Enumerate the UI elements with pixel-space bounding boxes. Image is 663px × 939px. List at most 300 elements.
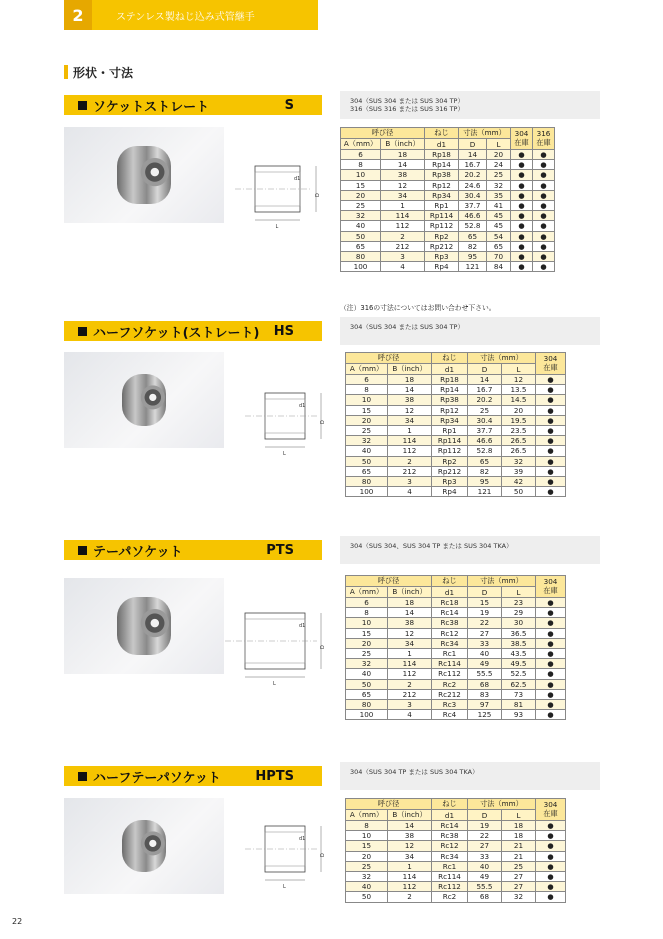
table-cell: Rc1 bbox=[432, 648, 468, 658]
table-cell: Rc3 bbox=[432, 699, 468, 709]
table-cell: Rc38 bbox=[432, 618, 468, 628]
table-row bbox=[346, 659, 566, 669]
dimension-drawing bbox=[195, 818, 325, 888]
header-nominal: 呼び径 bbox=[346, 799, 432, 810]
table-cell: 34 bbox=[388, 638, 432, 648]
table-cell: 212 bbox=[388, 466, 432, 476]
table-row bbox=[341, 251, 555, 261]
table-cell: ● bbox=[511, 231, 533, 241]
table-cell: 46.6 bbox=[468, 436, 502, 446]
header-d: D bbox=[459, 139, 487, 150]
table-cell: 1 bbox=[388, 425, 432, 435]
table-cell: ● bbox=[536, 871, 566, 881]
table-row bbox=[341, 190, 555, 200]
table-cell: 8 bbox=[346, 608, 388, 618]
table-cell: 25 bbox=[346, 648, 388, 658]
table-cell: 32 bbox=[502, 892, 536, 902]
table-cell: 6 bbox=[341, 150, 381, 160]
thread-label: d1 bbox=[299, 403, 306, 409]
square-bullet-icon bbox=[78, 772, 87, 781]
material-line: 316（SUS 316 または SUS 316 TP） bbox=[350, 105, 464, 113]
table-cell: Rc114 bbox=[432, 659, 468, 669]
table-cell: 16.7 bbox=[468, 385, 502, 395]
table-cell: 13.5 bbox=[502, 385, 536, 395]
table-cell: 68 bbox=[468, 892, 502, 902]
dimension-table bbox=[345, 798, 566, 903]
table-cell: 49 bbox=[468, 659, 502, 669]
table-cell: 10 bbox=[346, 395, 388, 405]
table-cell: Rc212 bbox=[432, 689, 468, 699]
chapter-number: 2 bbox=[64, 0, 92, 30]
table-row bbox=[346, 628, 566, 638]
table-cell: 32 bbox=[346, 871, 388, 881]
table-cell: ● bbox=[536, 679, 566, 689]
table-cell: 25 bbox=[346, 861, 388, 871]
table-cell: Rp18 bbox=[432, 375, 468, 385]
product-header bbox=[64, 321, 600, 341]
table-row bbox=[346, 841, 566, 851]
material-line: 304（SUS 304 または SUS 304 TP） bbox=[350, 97, 464, 105]
table-row bbox=[346, 395, 566, 405]
table-cell: 82 bbox=[468, 466, 502, 476]
length-label: L bbox=[275, 224, 279, 230]
table-cell: 45 bbox=[487, 221, 511, 231]
table-cell: 18 bbox=[502, 821, 536, 831]
chapter-title: ステンレス製ねじ込み式管継手 bbox=[116, 11, 255, 23]
table-cell: 62.5 bbox=[502, 679, 536, 689]
header-d: D bbox=[468, 587, 502, 598]
table-row bbox=[341, 180, 555, 190]
table-cell: ● bbox=[536, 598, 566, 608]
table-row bbox=[346, 638, 566, 648]
table-cell: 15 bbox=[341, 180, 381, 190]
table-row bbox=[341, 221, 555, 231]
table-cell: 114 bbox=[381, 211, 425, 221]
stock-material: 304 bbox=[543, 800, 558, 809]
header-stock bbox=[536, 353, 566, 375]
table-cell: Rc34 bbox=[432, 851, 468, 861]
table-cell: Rp3 bbox=[425, 251, 459, 261]
table-cell: ● bbox=[536, 618, 566, 628]
length-label: L bbox=[283, 451, 286, 457]
dimension-drawing bbox=[175, 158, 330, 228]
dimension-table bbox=[345, 352, 566, 497]
table-cell: 19.5 bbox=[502, 415, 536, 425]
product-s bbox=[64, 95, 600, 115]
thread-label: d1 bbox=[299, 836, 306, 842]
table-cell: 50 bbox=[346, 679, 388, 689]
table-cell: 2 bbox=[388, 892, 432, 902]
diameter-label: D bbox=[320, 645, 326, 649]
square-bullet-icon bbox=[78, 546, 87, 555]
table-cell: 38.5 bbox=[502, 638, 536, 648]
table-cell: 23 bbox=[502, 598, 536, 608]
product-name: ハーフテーパソケット bbox=[93, 770, 221, 786]
header-thread: ねじ bbox=[432, 353, 468, 364]
table-row bbox=[346, 871, 566, 881]
table-row bbox=[346, 385, 566, 395]
product-name: ソケットストレート bbox=[93, 99, 210, 115]
table-cell: ● bbox=[533, 231, 555, 241]
fitting-image bbox=[117, 597, 171, 655]
header-dims: 寸法（mm） bbox=[468, 799, 536, 810]
table-cell: 46.6 bbox=[459, 211, 487, 221]
table-cell: Rc4 bbox=[432, 710, 468, 720]
table-cell: 27 bbox=[502, 882, 536, 892]
table-cell: Rc114 bbox=[432, 871, 468, 881]
table-cell: 6 bbox=[346, 598, 388, 608]
table-cell: 21 bbox=[502, 841, 536, 851]
table-cell: 95 bbox=[459, 251, 487, 261]
table-cell: 32 bbox=[502, 456, 536, 466]
table-cell: Rc2 bbox=[432, 892, 468, 902]
material-line: 304（SUS 304 または SUS 304 TP） bbox=[350, 323, 464, 331]
table-cell: 73 bbox=[502, 689, 536, 699]
thread-label: d1 bbox=[294, 176, 301, 182]
table-row bbox=[346, 689, 566, 699]
table-cell: ● bbox=[536, 821, 566, 831]
table-cell: 32 bbox=[487, 180, 511, 190]
table-cell: Rp4 bbox=[432, 487, 468, 497]
table-cell: Rp34 bbox=[432, 415, 468, 425]
table-cell: ● bbox=[536, 699, 566, 709]
table-cell: 14 bbox=[388, 608, 432, 618]
table-cell: Rp12 bbox=[432, 405, 468, 415]
table-cell: 14 bbox=[388, 385, 432, 395]
table-cell: 21 bbox=[502, 851, 536, 861]
header-b-inch: B（inch） bbox=[388, 587, 432, 598]
stock-label: 在庫 bbox=[543, 586, 558, 595]
table-cell: 49.5 bbox=[502, 659, 536, 669]
table-row bbox=[346, 679, 566, 689]
table-cell: 52.8 bbox=[459, 221, 487, 231]
table-row bbox=[346, 710, 566, 720]
header-stock bbox=[536, 576, 566, 598]
table-cell: 114 bbox=[388, 436, 432, 446]
header-d: D bbox=[468, 810, 502, 821]
table-cell: 1 bbox=[381, 200, 425, 210]
table-row bbox=[346, 882, 566, 892]
table-cell: Rp114 bbox=[425, 211, 459, 221]
table-cell: 15 bbox=[346, 405, 388, 415]
table-cell: 4 bbox=[381, 262, 425, 272]
table-cell: 32 bbox=[341, 211, 381, 221]
length-label: L bbox=[273, 681, 276, 687]
table-cell: 41 bbox=[487, 200, 511, 210]
table-cell: Rc18 bbox=[432, 598, 468, 608]
table-cell: 65 bbox=[346, 689, 388, 699]
table-cell: ● bbox=[536, 861, 566, 871]
table-cell: ● bbox=[536, 375, 566, 385]
material-spec bbox=[340, 317, 600, 345]
table-cell: Rp38 bbox=[425, 170, 459, 180]
header-thread: ねじ bbox=[432, 799, 468, 810]
table-cell: 12 bbox=[388, 405, 432, 415]
table-cell: 100 bbox=[346, 710, 388, 720]
table-cell: Rp34 bbox=[425, 190, 459, 200]
table-cell: 65 bbox=[341, 241, 381, 251]
table-cell: 100 bbox=[341, 262, 381, 272]
table-cell: 82 bbox=[459, 241, 487, 251]
table-cell: 43.5 bbox=[502, 648, 536, 658]
table-cell: 112 bbox=[381, 221, 425, 231]
table-cell: ● bbox=[511, 241, 533, 251]
table-row bbox=[346, 405, 566, 415]
table-cell: Rc112 bbox=[432, 669, 468, 679]
table-cell: 37.7 bbox=[459, 200, 487, 210]
table-cell: 54 bbox=[487, 231, 511, 241]
header-b-inch: B（inch） bbox=[388, 810, 432, 821]
table-cell: 14 bbox=[388, 821, 432, 831]
table-cell: ● bbox=[536, 892, 566, 902]
stock-material: 304 bbox=[514, 129, 529, 138]
table-cell: 10 bbox=[346, 831, 388, 841]
material-spec bbox=[340, 91, 600, 119]
header-d1: d1 bbox=[432, 587, 468, 598]
table-cell: ● bbox=[536, 456, 566, 466]
header-l: L bbox=[487, 139, 511, 150]
header-thread: ねじ bbox=[432, 576, 468, 587]
table-cell: ● bbox=[511, 221, 533, 231]
table-cell: 42 bbox=[502, 476, 536, 486]
table-cell: 49 bbox=[468, 871, 502, 881]
table-cell: 52.5 bbox=[502, 669, 536, 679]
table-note: （注）316の寸法についてはお問い合わせ下さい。 bbox=[340, 304, 496, 312]
table-cell: 212 bbox=[388, 689, 432, 699]
stock-material: 304 bbox=[543, 354, 558, 363]
header-b-inch: B（inch） bbox=[381, 139, 425, 150]
table-cell: 3 bbox=[388, 476, 432, 486]
table-cell: 125 bbox=[468, 710, 502, 720]
table-cell: 40 bbox=[346, 446, 388, 456]
length-label: L bbox=[283, 884, 286, 890]
section-title-text: 形状・寸法 bbox=[73, 65, 134, 80]
table-row bbox=[341, 150, 555, 160]
table-row bbox=[346, 861, 566, 871]
table-cell: Rp112 bbox=[425, 221, 459, 231]
table-cell: ● bbox=[536, 659, 566, 669]
table-cell: 20.2 bbox=[459, 170, 487, 180]
table-cell: 34 bbox=[388, 415, 432, 425]
table-cell: 27 bbox=[502, 871, 536, 881]
table-cell: ● bbox=[533, 241, 555, 251]
thread-label: d1 bbox=[299, 623, 306, 629]
table-row bbox=[346, 618, 566, 628]
table-cell: 15 bbox=[346, 841, 388, 851]
table-cell: 10 bbox=[341, 170, 381, 180]
diameter-label: D bbox=[315, 193, 321, 197]
product-header bbox=[64, 766, 600, 786]
table-cell: ● bbox=[536, 710, 566, 720]
table-cell: ● bbox=[511, 160, 533, 170]
table-cell: 20 bbox=[502, 405, 536, 415]
table-cell: ● bbox=[511, 170, 533, 180]
table-row bbox=[341, 241, 555, 251]
square-bullet-icon bbox=[78, 327, 87, 336]
table-cell: 20 bbox=[487, 150, 511, 160]
table-cell: 20 bbox=[346, 851, 388, 861]
table-cell: 38 bbox=[388, 395, 432, 405]
table-cell: 32 bbox=[346, 436, 388, 446]
table-cell: 100 bbox=[346, 487, 388, 497]
table-cell: 81 bbox=[502, 699, 536, 709]
table-cell: 22 bbox=[468, 618, 502, 628]
table-cell: ● bbox=[536, 689, 566, 699]
table-cell: Rp38 bbox=[432, 395, 468, 405]
table-cell: ● bbox=[536, 415, 566, 425]
table-cell: ● bbox=[533, 200, 555, 210]
table-cell: 33 bbox=[468, 638, 502, 648]
header-l: L bbox=[502, 364, 536, 375]
table-cell: 18 bbox=[388, 375, 432, 385]
table-cell: 12 bbox=[388, 628, 432, 638]
table-cell: Rp2 bbox=[425, 231, 459, 241]
table-row bbox=[341, 262, 555, 272]
table-cell: 36.5 bbox=[502, 628, 536, 638]
table-cell: 30 bbox=[502, 618, 536, 628]
table-cell: 38 bbox=[388, 831, 432, 841]
table-cell: 12 bbox=[388, 841, 432, 851]
stock-material: 304 bbox=[543, 577, 558, 586]
material-line: 304（SUS 304 TP または SUS 304 TKA） bbox=[350, 768, 479, 776]
table-row bbox=[346, 487, 566, 497]
stock-label: 在庫 bbox=[536, 138, 551, 147]
table-row bbox=[346, 648, 566, 658]
table-cell: 15 bbox=[346, 628, 388, 638]
table-cell: 95 bbox=[468, 476, 502, 486]
table-cell: ● bbox=[511, 200, 533, 210]
table-cell: 4 bbox=[388, 487, 432, 497]
table-cell: Rc14 bbox=[432, 821, 468, 831]
table-cell: ● bbox=[536, 841, 566, 851]
table-cell: 50 bbox=[502, 487, 536, 497]
table-cell: 19 bbox=[468, 821, 502, 831]
product-title-bar bbox=[64, 540, 322, 560]
table-cell: 30.4 bbox=[468, 415, 502, 425]
table-cell: 27 bbox=[468, 628, 502, 638]
square-bullet-icon bbox=[78, 101, 87, 110]
table-cell: 50 bbox=[346, 892, 388, 902]
table-cell: Rp212 bbox=[432, 466, 468, 476]
table-cell: 84 bbox=[487, 262, 511, 272]
fitting-image bbox=[122, 820, 166, 872]
table-row bbox=[346, 699, 566, 709]
table-cell: 83 bbox=[468, 689, 502, 699]
table-cell: 80 bbox=[346, 699, 388, 709]
table-cell: 38 bbox=[388, 618, 432, 628]
table-row bbox=[346, 456, 566, 466]
table-cell: ● bbox=[536, 436, 566, 446]
dimension-table bbox=[340, 127, 555, 272]
header-nominal: 呼び径 bbox=[341, 128, 425, 139]
diameter-label: D bbox=[320, 853, 326, 857]
table-cell: 2 bbox=[381, 231, 425, 241]
product-name: ハーフソケット(ストレート) bbox=[93, 325, 260, 341]
table-cell: 52.8 bbox=[468, 446, 502, 456]
table-row bbox=[346, 446, 566, 456]
table-cell: 8 bbox=[346, 821, 388, 831]
table-cell: Rp1 bbox=[432, 425, 468, 435]
table-cell: ● bbox=[536, 638, 566, 648]
table-cell: 65 bbox=[468, 456, 502, 466]
table-cell: 50 bbox=[346, 456, 388, 466]
table-cell: 19 bbox=[468, 608, 502, 618]
table-cell: Rp14 bbox=[425, 160, 459, 170]
dimension-table bbox=[345, 575, 566, 720]
table-row bbox=[346, 892, 566, 902]
product-title-bar bbox=[64, 95, 322, 115]
fitting-image bbox=[117, 146, 171, 204]
table-row bbox=[346, 669, 566, 679]
table-cell: 34 bbox=[381, 190, 425, 200]
table-cell: 3 bbox=[381, 251, 425, 261]
table-cell: 14.5 bbox=[502, 395, 536, 405]
header-l: L bbox=[502, 810, 536, 821]
table-cell: 93 bbox=[502, 710, 536, 720]
table-cell: 121 bbox=[459, 262, 487, 272]
table-cell: 114 bbox=[388, 871, 432, 881]
table-cell: Rc34 bbox=[432, 638, 468, 648]
table-cell: 39 bbox=[502, 466, 536, 476]
table-cell: ● bbox=[536, 831, 566, 841]
table-cell: Rp112 bbox=[432, 446, 468, 456]
table-cell: 20.2 bbox=[468, 395, 502, 405]
table-cell: 33 bbox=[468, 851, 502, 861]
header-nominal: 呼び径 bbox=[346, 576, 432, 587]
table-cell: 24 bbox=[487, 160, 511, 170]
table-cell: 34 bbox=[388, 851, 432, 861]
table-cell: 50 bbox=[341, 231, 381, 241]
table-cell: 12 bbox=[381, 180, 425, 190]
table-cell: Rp14 bbox=[432, 385, 468, 395]
table-cell: 10 bbox=[346, 618, 388, 628]
product-header bbox=[64, 540, 600, 560]
table-cell: ● bbox=[511, 251, 533, 261]
header-stock bbox=[511, 128, 533, 150]
table-row bbox=[341, 231, 555, 241]
table-cell: Rp2 bbox=[432, 456, 468, 466]
table-cell: 20 bbox=[346, 415, 388, 425]
table-cell: 4 bbox=[388, 710, 432, 720]
table-cell: 14 bbox=[459, 150, 487, 160]
product-header bbox=[64, 95, 600, 115]
table-row bbox=[341, 160, 555, 170]
section-marker bbox=[64, 65, 68, 79]
header-b-inch: B（inch） bbox=[388, 364, 432, 375]
table-cell: ● bbox=[511, 211, 533, 221]
table-row bbox=[341, 211, 555, 221]
header-stock bbox=[536, 799, 566, 821]
table-cell: 18 bbox=[502, 831, 536, 841]
table-cell: 3 bbox=[388, 699, 432, 709]
table-cell: ● bbox=[533, 251, 555, 261]
header-a-mm: A（mm） bbox=[346, 810, 388, 821]
table-cell: Rp114 bbox=[432, 436, 468, 446]
table-cell: ● bbox=[536, 466, 566, 476]
stock-label: 在庫 bbox=[543, 809, 558, 818]
table-cell: 18 bbox=[388, 598, 432, 608]
diameter-label: D bbox=[320, 420, 326, 424]
table-cell: 30.4 bbox=[459, 190, 487, 200]
table-cell: 38 bbox=[381, 170, 425, 180]
table-cell: ● bbox=[511, 180, 533, 190]
table-cell: ● bbox=[536, 882, 566, 892]
table-cell: 24.6 bbox=[459, 180, 487, 190]
table-cell: Rc12 bbox=[432, 841, 468, 851]
table-cell: 112 bbox=[388, 669, 432, 679]
table-cell: 12 bbox=[502, 375, 536, 385]
table-row bbox=[346, 415, 566, 425]
